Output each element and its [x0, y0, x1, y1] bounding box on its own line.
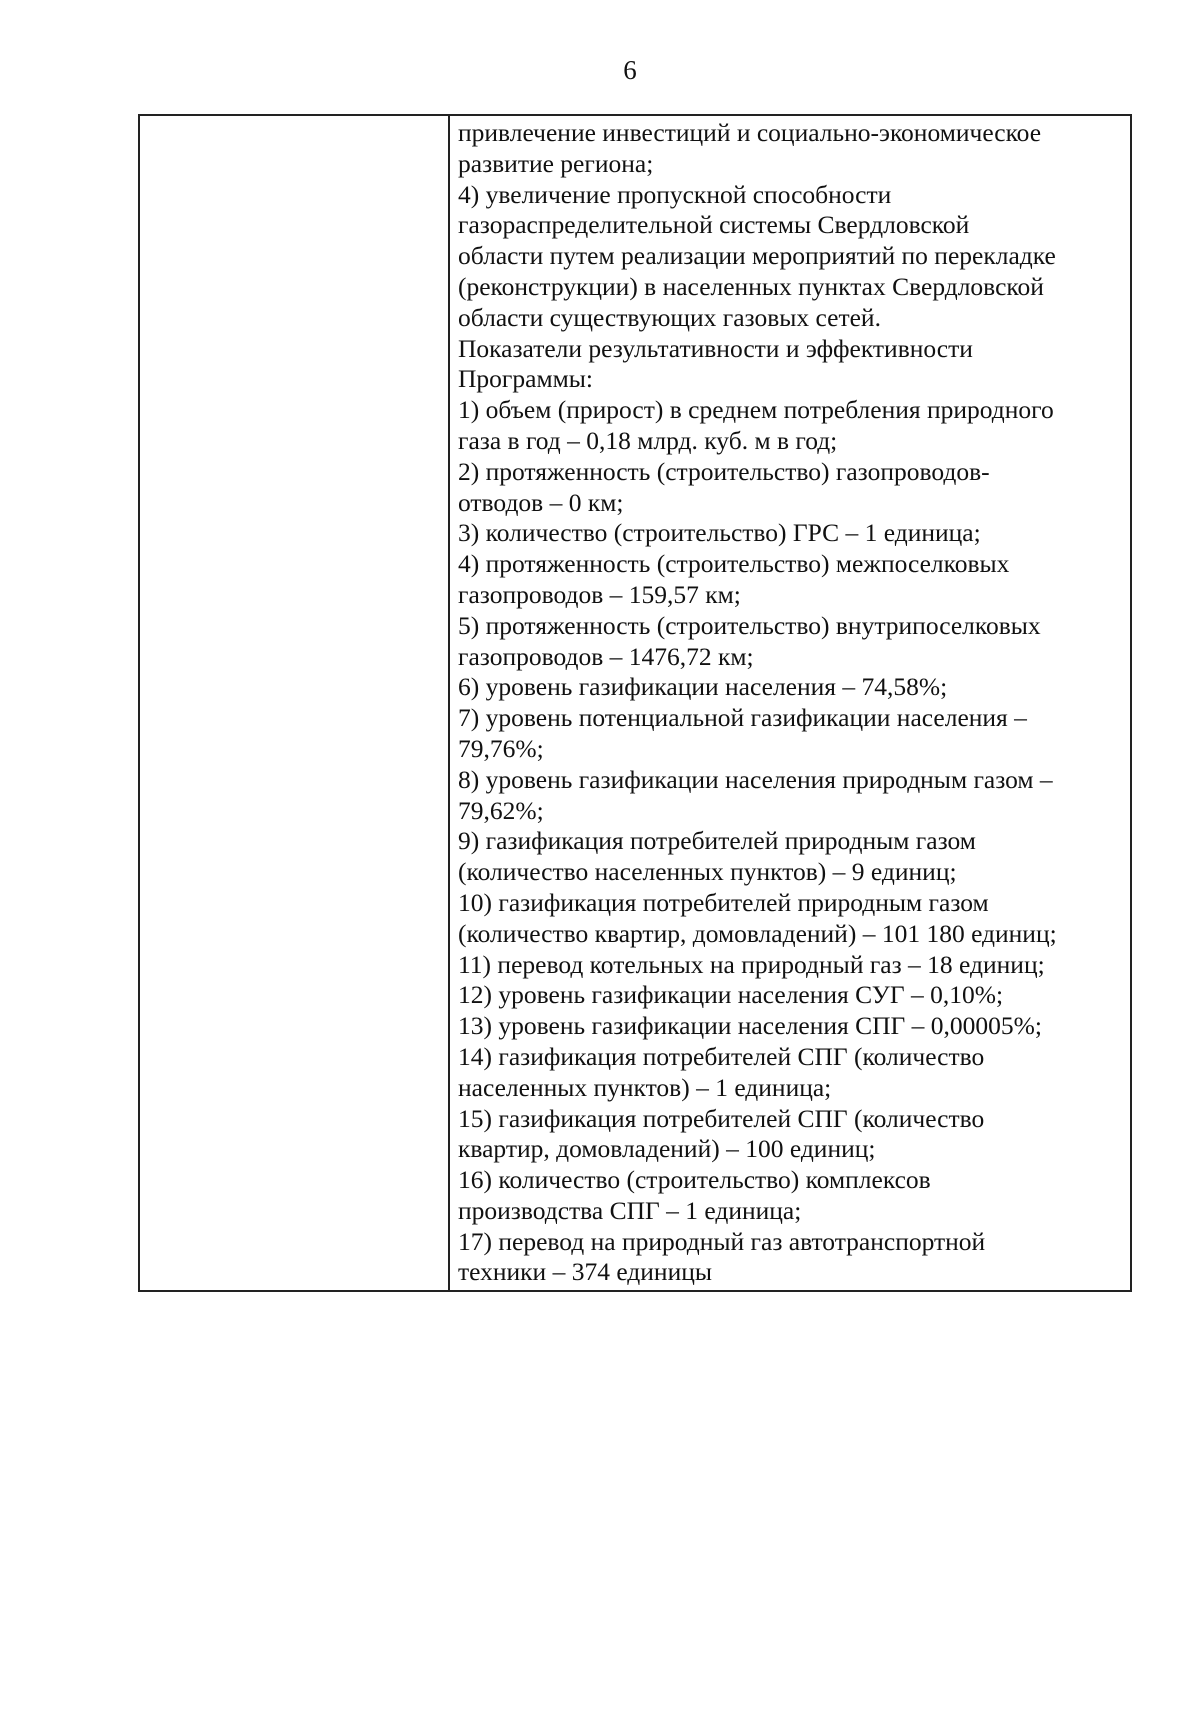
text-line: Показатели результативности и эффективности — [458, 333, 973, 363]
text-line: 6) уровень газификации населения – 74,58%; — [458, 672, 948, 702]
text-line: 8) уровень газификации населения природным газом – — [458, 764, 1053, 794]
text-line: 2) протяженность (строительство) газопроводов- — [458, 456, 990, 486]
text-line: 1) объем (прирост) в среднем потребления природного — [458, 395, 1054, 425]
text-line: 13) уровень газификации населения СПГ – 0,00005%; — [458, 1011, 1042, 1041]
text-line: населенных пунктов) – 1 единица; — [458, 1072, 832, 1102]
table-right-cell — [450, 116, 1130, 1290]
program-table — [138, 114, 1132, 1292]
text-line: 16) количество (строительство) комплексов — [458, 1165, 931, 1195]
text-line: 10) газификация потребителей природным газом — [458, 887, 989, 917]
text-line: (количество населенных пунктов) – 9 единиц; — [458, 857, 957, 887]
text-line: (количество квартир, домовладений) – 101 180 единиц; — [458, 918, 1057, 948]
text-line: области путем реализации мероприятий по перекладке — [458, 241, 1056, 271]
text-line: газопроводов – 1476,72 км; — [458, 641, 754, 671]
text-line: (реконструкции) в населенных пунктах Свердловской — [458, 271, 1044, 301]
text-line: 7) уровень потенциальной газификации населения – — [458, 703, 1027, 733]
text-line: газа в год – 0,18 млрд. куб. м в год; — [458, 425, 838, 455]
text-line: 17) перевод на природный газ автотранспортной — [458, 1226, 986, 1256]
text-line: области существующих газовых сетей. — [458, 302, 881, 332]
text-line: 4) протяженность (строительство) межпоселковых — [458, 549, 1010, 579]
text-line: 12) уровень газификации населения СУГ – 0,10%; — [458, 980, 1004, 1010]
text-line: квартир, домовладений) – 100 единиц; — [458, 1134, 876, 1164]
text-line: Программы: — [458, 364, 593, 394]
text-line: газопроводов – 159,57 км; — [458, 579, 741, 609]
table-left-cell — [140, 116, 450, 1290]
text-line: 3) количество (строительство) ГРС – 1 единица; — [458, 518, 981, 548]
text-line: привлечение инвестиций и социально-экономическое — [458, 118, 1042, 147]
text-line: 79,76%; — [458, 733, 544, 763]
text-line: газораспределительной системы Свердловской — [458, 210, 970, 240]
text-line: техники – 374 единицы — [458, 1257, 713, 1287]
text-line: 79,62%; — [458, 795, 544, 825]
text-line: 14) газификация потребителей СПГ (количество — [458, 1041, 985, 1071]
text-line: 15) газификация потребителей СПГ (количество — [458, 1103, 985, 1133]
text-line: 11) перевод котельных на природный газ – 18 единиц; — [458, 949, 1045, 979]
text-line: 9) газификация потребителей природным газом — [458, 826, 976, 856]
text-line: отводов – 0 км; — [458, 487, 624, 517]
text-line: производства СПГ – 1 единица; — [458, 1195, 802, 1225]
text-line: 4) увеличение пропускной способности — [458, 179, 892, 209]
text-line: развитие региона; — [458, 148, 654, 178]
page-number: 6 — [623, 55, 637, 85]
text-line: 5) протяженность (строительство) внутрипоселковых — [458, 610, 1041, 640]
